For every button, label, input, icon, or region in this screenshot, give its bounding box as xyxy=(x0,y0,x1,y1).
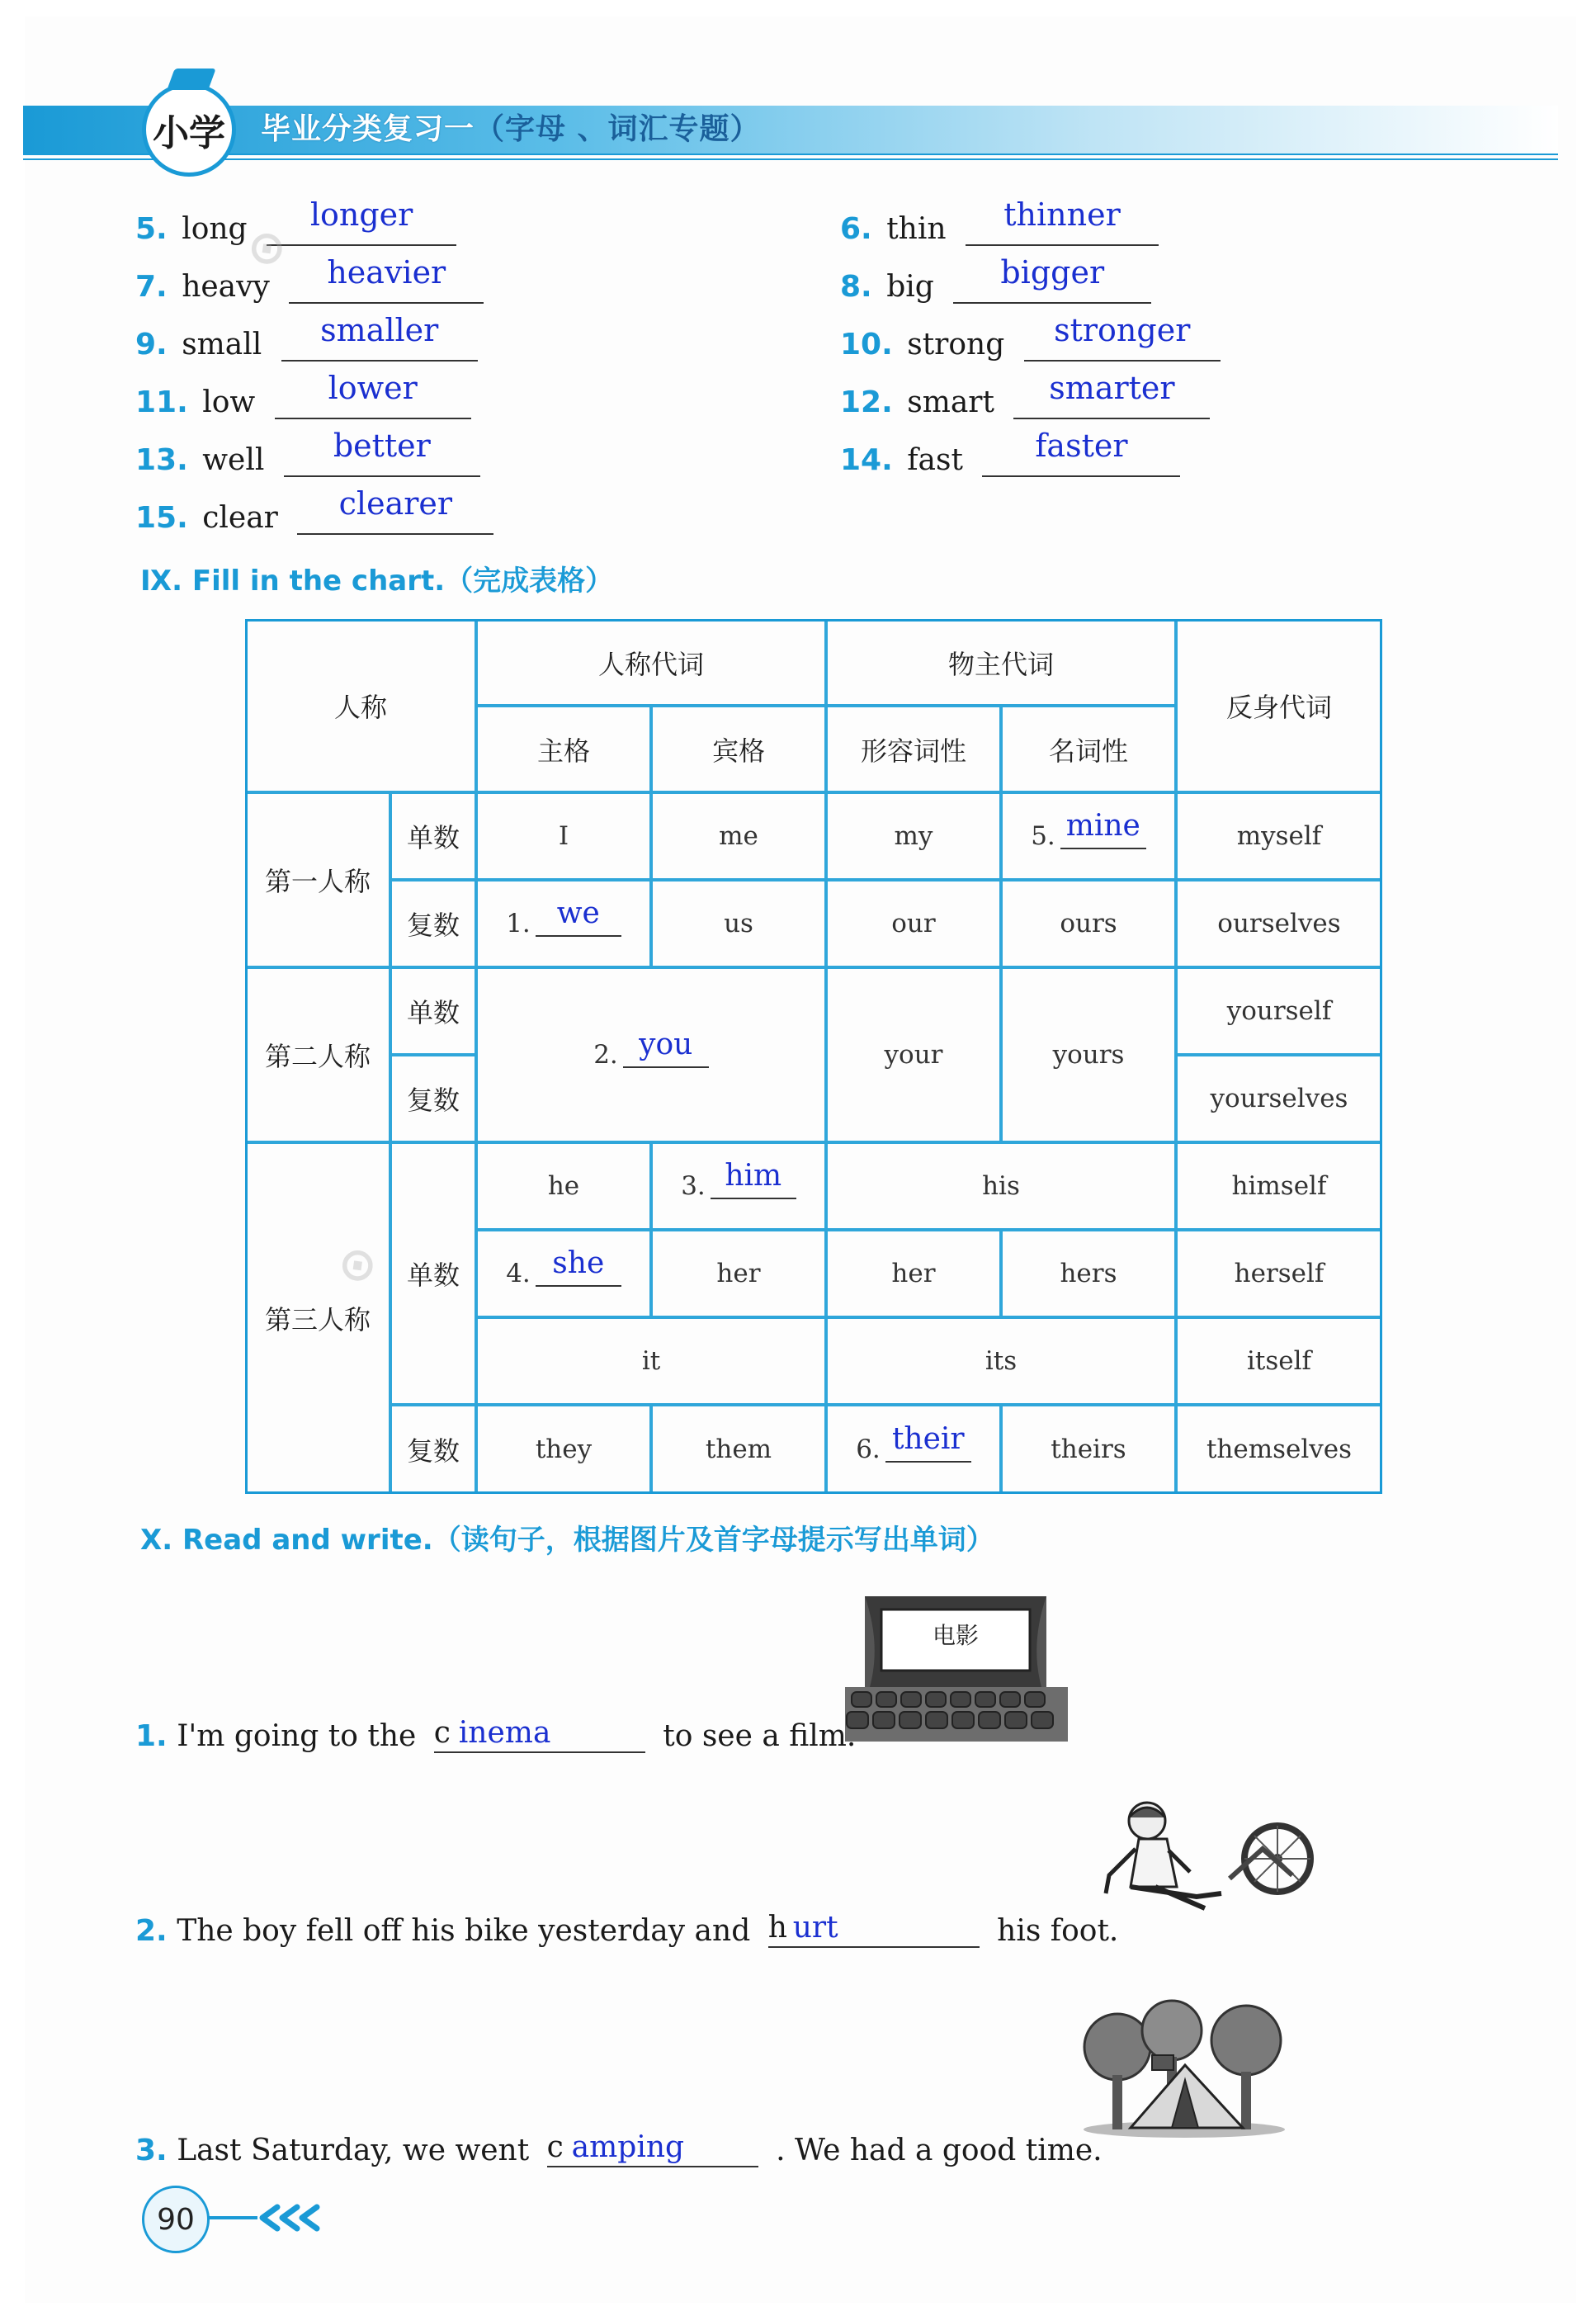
cinema-illustration xyxy=(845,1595,1068,1742)
blank-number: 4. xyxy=(506,1259,531,1288)
cell-value: them xyxy=(651,1405,826,1494)
blank-number: 6. xyxy=(856,1435,881,1464)
label-first-person: 第一人称 xyxy=(245,792,390,967)
sentence-number: 3. xyxy=(135,2134,168,2167)
answer-text: mine xyxy=(1065,809,1140,843)
sentence-3 xyxy=(135,2130,1103,2167)
section-9-title: Ⅸ. Fill in the chart.（完成表格） xyxy=(140,565,614,598)
label-plural: 复数 xyxy=(390,1405,476,1494)
section-10-title: Ⅹ. Read and write.（读句子，根据图片及首字母提示写出单词） xyxy=(140,1524,994,1557)
pronoun-chart xyxy=(245,619,1382,1494)
item-word: small xyxy=(182,328,262,362)
cell-value: his xyxy=(826,1142,1176,1230)
cinema-screen-label: 电影 xyxy=(932,1622,979,1649)
answer-text: clearer xyxy=(338,485,453,522)
answer-text: smarter xyxy=(1049,370,1175,406)
item-word: long xyxy=(182,212,248,246)
word-item xyxy=(840,428,1180,492)
item-word: low xyxy=(202,385,256,419)
header-object: 宾格 xyxy=(651,706,826,792)
item-word: heavy xyxy=(182,270,270,304)
word-item xyxy=(840,196,1159,261)
answer-text: smaller xyxy=(320,312,439,348)
cell-value: itself xyxy=(1176,1317,1382,1405)
cell-value: yours xyxy=(1001,967,1176,1142)
sentence-before: Last Saturday, we went xyxy=(177,2134,530,2167)
cell-value: my xyxy=(826,792,1001,880)
answer-blank[interactable] xyxy=(536,896,621,937)
answer-text: we xyxy=(556,896,600,930)
watermark-logo: ⊙ xyxy=(243,219,290,277)
header-title-main: 毕业分类复习一 xyxy=(261,112,475,146)
cell-value: ours xyxy=(1001,880,1176,967)
answer-blank[interactable] xyxy=(289,254,484,304)
cell-blank[interactable] xyxy=(651,1142,826,1230)
cell-value: ourselves xyxy=(1176,880,1382,967)
word-item xyxy=(135,428,480,492)
cell-value: I xyxy=(476,792,651,880)
answer-text: longer xyxy=(309,196,413,233)
item-number: 6. xyxy=(840,212,872,246)
cell-value: me xyxy=(651,792,826,880)
camping-illustration xyxy=(1081,1997,1287,2138)
cell-value: herself xyxy=(1176,1230,1382,1317)
label-singular: 单数 xyxy=(390,1142,476,1405)
word-item xyxy=(135,485,493,550)
page-arrows-icon xyxy=(208,2204,332,2232)
item-number: 11. xyxy=(135,385,188,419)
sentence-after: his foot. xyxy=(997,1914,1119,1948)
sentence-before: I'm going to the xyxy=(177,1719,417,1753)
answer-text: their xyxy=(891,1422,965,1456)
sentence-2 xyxy=(135,1913,1118,1948)
header-personal-pronoun: 人称代词 xyxy=(476,619,826,706)
item-word: strong xyxy=(907,328,1005,362)
answer-blank[interactable] xyxy=(966,196,1159,246)
watermark-logo: ⊙ xyxy=(334,1236,381,1294)
cell-value: your xyxy=(826,967,1001,1142)
answer-blank[interactable] xyxy=(434,1718,645,1753)
page-number: 90 xyxy=(142,2186,210,2253)
cell-blank[interactable] xyxy=(476,1230,651,1317)
answer-blank[interactable] xyxy=(982,428,1180,477)
cell-value: theirs xyxy=(1001,1405,1176,1494)
answer-text: him xyxy=(725,1159,782,1193)
header-person: 人称 xyxy=(245,619,476,792)
blank-number: 5. xyxy=(1031,821,1055,851)
cell-value: yourselves xyxy=(1176,1055,1382,1142)
item-word: well xyxy=(202,443,265,477)
cell-value: yourself xyxy=(1176,967,1382,1055)
answer-blank[interactable] xyxy=(267,196,456,246)
word-item xyxy=(135,370,471,434)
header-reflexive-pronoun: 反身代词 xyxy=(1176,619,1382,792)
item-word: smart xyxy=(907,385,994,419)
answer-text: you xyxy=(639,1028,693,1061)
word-item xyxy=(840,254,1151,319)
boy-bike-illustration xyxy=(1098,1796,1320,1920)
word-item xyxy=(135,312,478,376)
answer-text: heavier xyxy=(327,254,446,291)
cell-blank[interactable] xyxy=(476,967,826,1142)
item-number: 10. xyxy=(840,328,893,362)
blank-number: 1. xyxy=(506,909,531,938)
header-subject: 主格 xyxy=(476,706,651,792)
item-number: 15. xyxy=(135,501,188,535)
item-word: big xyxy=(886,270,934,304)
cell-value: himself xyxy=(1176,1142,1382,1230)
header-noun: 名词性 xyxy=(1001,706,1176,792)
logo-badge xyxy=(142,83,236,177)
answer-text: faster xyxy=(1035,428,1128,464)
header-band xyxy=(23,106,1558,155)
cell-value: it xyxy=(476,1317,826,1405)
cell-value: themselves xyxy=(1176,1405,1382,1494)
answer-text: she xyxy=(552,1246,605,1280)
item-number: 13. xyxy=(135,443,188,477)
label-singular: 单数 xyxy=(390,792,476,880)
answer-blank[interactable] xyxy=(297,485,493,535)
cell-value: hers xyxy=(1001,1230,1176,1317)
sentence-number: 2. xyxy=(135,1914,168,1948)
item-word: thin xyxy=(886,212,947,246)
cell-value: he xyxy=(476,1142,651,1230)
sentence-number: 1. xyxy=(135,1719,168,1753)
item-number: 14. xyxy=(840,443,893,477)
sentence-after: . We had a good time. xyxy=(776,2134,1103,2167)
cell-blank[interactable] xyxy=(1001,792,1176,880)
answer-blank[interactable] xyxy=(885,1422,971,1463)
answer-blank[interactable] xyxy=(281,312,478,362)
answer-blank[interactable] xyxy=(275,370,471,419)
sentence-after: to see a film. xyxy=(663,1719,857,1753)
cell-value: they xyxy=(476,1405,651,1494)
item-word: fast xyxy=(907,443,963,477)
answer-blank[interactable] xyxy=(768,1913,980,1948)
answer-text: better xyxy=(333,428,431,464)
answer-text: stronger xyxy=(1054,312,1191,348)
answer-text: inema xyxy=(458,1716,551,1750)
answer-blank[interactable] xyxy=(1024,312,1221,362)
label-plural: 复数 xyxy=(390,880,476,967)
label-second-person: 第二人称 xyxy=(245,967,390,1142)
cell-value: our xyxy=(826,880,1001,967)
word-item xyxy=(135,196,456,261)
answer-blank[interactable] xyxy=(711,1159,796,1199)
header-subtitle: （字母 、词汇专题） xyxy=(475,112,761,146)
cell-value: us xyxy=(651,880,826,967)
header-possessive-pronoun: 物主代词 xyxy=(826,619,1176,706)
label-singular: 单数 xyxy=(390,967,476,1055)
word-item xyxy=(840,312,1221,376)
answer-blank[interactable] xyxy=(284,428,480,477)
label-plural: 复数 xyxy=(390,1055,476,1142)
blank-number: 2. xyxy=(593,1040,618,1070)
graduation-cap-icon xyxy=(167,69,215,90)
answer-blank[interactable] xyxy=(1013,370,1210,419)
hint-letter: h xyxy=(767,1911,787,1945)
cell-value: her xyxy=(651,1230,826,1317)
item-number: 8. xyxy=(840,270,872,304)
answer-blank[interactable] xyxy=(536,1246,621,1287)
answer-text: lower xyxy=(328,370,418,406)
hint-letter: c xyxy=(546,2130,564,2164)
cell-blank[interactable] xyxy=(826,1405,1001,1494)
answer-text: thinner xyxy=(1003,196,1121,233)
answer-blank[interactable] xyxy=(1060,809,1146,849)
item-number: 7. xyxy=(135,270,168,304)
blank-number: 3. xyxy=(681,1171,706,1201)
cell-value: its xyxy=(826,1317,1176,1405)
answer-text: bigger xyxy=(1000,254,1105,291)
sentence-1 xyxy=(135,1718,856,1753)
cell-value: myself xyxy=(1176,792,1382,880)
sentence-before: The boy fell off his bike yesterday and xyxy=(177,1914,751,1948)
answer-blank[interactable] xyxy=(546,2130,758,2167)
answer-blank[interactable] xyxy=(623,1028,709,1068)
cell-value: her xyxy=(826,1230,1001,1317)
label-third-person: 第三人称 xyxy=(245,1142,390,1494)
item-number: 5. xyxy=(135,212,168,246)
answer-text: amping xyxy=(571,2130,685,2164)
item-number: 9. xyxy=(135,328,168,362)
answer-text: urt xyxy=(792,1911,838,1945)
word-item xyxy=(840,370,1210,434)
hint-letter: c xyxy=(433,1716,451,1750)
header-adjective: 形容词性 xyxy=(826,706,1001,792)
cell-blank[interactable] xyxy=(476,880,651,967)
page-header-title xyxy=(261,107,761,152)
answer-blank[interactable] xyxy=(953,254,1151,304)
word-item xyxy=(135,254,484,319)
item-word: clear xyxy=(202,501,278,535)
logo-text: 小学 xyxy=(153,112,225,154)
item-number: 12. xyxy=(840,385,893,419)
